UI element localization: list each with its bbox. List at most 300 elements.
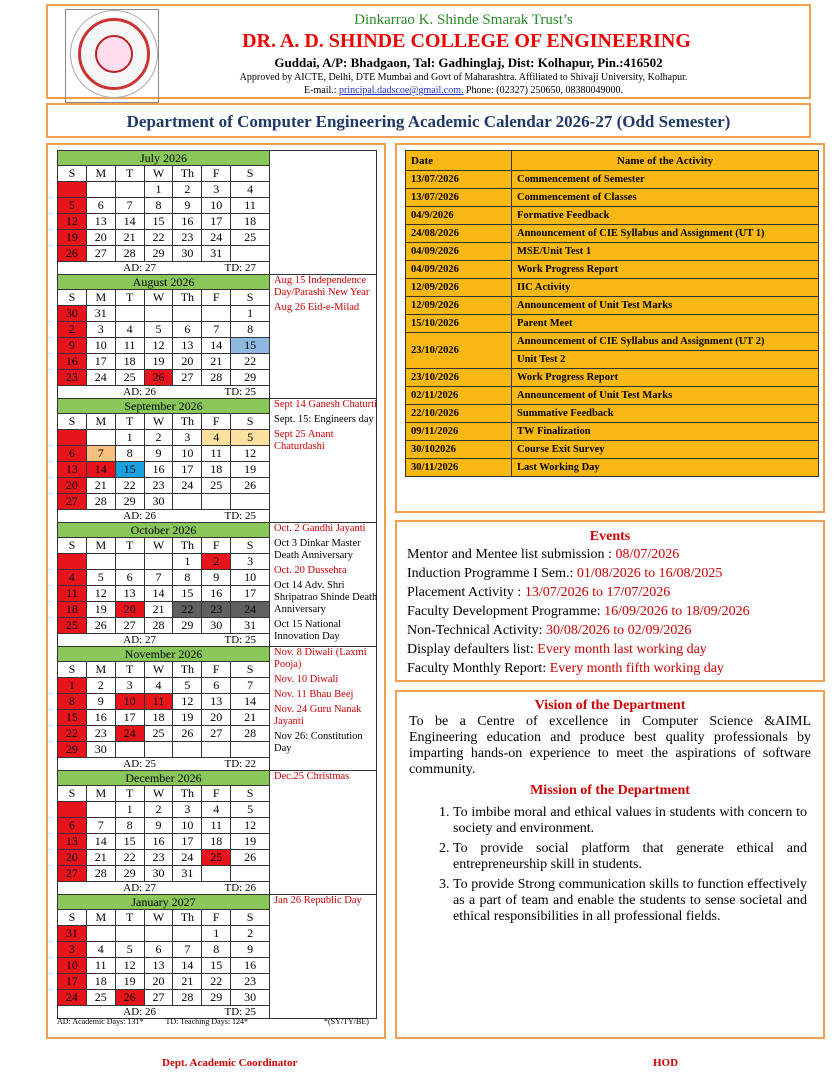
date-cell: 13 bbox=[173, 338, 202, 353]
date-cell: 28 bbox=[87, 494, 116, 509]
holiday-note: Sept. 15: Engineers day bbox=[274, 414, 374, 425]
vision-mission-box bbox=[395, 690, 825, 1039]
date-cell: 10 bbox=[173, 446, 202, 461]
academic-days: AD: 26 bbox=[123, 1006, 156, 1018]
date-cell: 19 bbox=[244, 834, 257, 848]
date-cell: 10 bbox=[173, 818, 202, 833]
events-list bbox=[397, 545, 823, 678]
date-cell: 1 bbox=[116, 430, 145, 445]
date-cell: 2 bbox=[202, 554, 231, 569]
date-cell: 14 bbox=[87, 834, 116, 849]
day-header: T bbox=[116, 538, 145, 553]
date-cell bbox=[173, 494, 202, 509]
month-title: November 2026 bbox=[58, 647, 269, 662]
date-cell bbox=[202, 494, 231, 509]
date-cell bbox=[58, 554, 87, 569]
date-cell: 3 bbox=[173, 802, 202, 817]
date-cell: 13 bbox=[145, 958, 174, 973]
date-cell: 7 bbox=[173, 942, 202, 957]
day-header: F bbox=[202, 786, 231, 801]
date-cell: 17 bbox=[58, 974, 87, 989]
date-cell bbox=[58, 430, 87, 445]
day-header: F bbox=[202, 414, 231, 429]
date-cell: 27 bbox=[173, 370, 202, 385]
date-cell bbox=[231, 494, 269, 509]
date-cell: 12 bbox=[145, 338, 174, 353]
date-cell: 11 bbox=[116, 338, 145, 353]
date-cell: 22 bbox=[116, 850, 145, 865]
date-cell: 15 bbox=[145, 214, 174, 229]
date-cell: 7 bbox=[87, 446, 116, 461]
date-cell: 22 bbox=[173, 602, 202, 617]
date-cell: 15 bbox=[116, 462, 145, 477]
activity-name: Announcement of Unit Test Marks bbox=[512, 387, 819, 405]
date-cell: 7 bbox=[145, 570, 174, 585]
day-header: T bbox=[116, 786, 145, 801]
date-cell: 12 bbox=[116, 958, 145, 973]
activity-date: 04/09/2026 bbox=[406, 243, 512, 261]
date-cell: 28 bbox=[173, 990, 202, 1005]
month-block bbox=[57, 771, 377, 895]
date-cell: 3 bbox=[202, 182, 231, 197]
date-cell: 26 bbox=[244, 850, 257, 864]
events-title: Events bbox=[589, 529, 631, 544]
date-cell: 17 bbox=[173, 834, 202, 849]
day-header: S bbox=[231, 662, 269, 677]
email-link[interactable]: principal.dadscoe@gmail.com. bbox=[339, 85, 464, 96]
academic-days: AD: 27 bbox=[123, 262, 156, 274]
date-cell: 3 bbox=[173, 430, 202, 445]
teaching-days: TD: 27 bbox=[224, 262, 256, 274]
date-cell: 7 bbox=[202, 322, 231, 337]
day-header: W bbox=[145, 538, 174, 553]
activity-table bbox=[405, 150, 819, 477]
date-cell: 29 bbox=[116, 494, 145, 509]
event-item bbox=[397, 640, 823, 659]
date-cell: 13 bbox=[58, 462, 87, 477]
day-header: Th bbox=[173, 414, 202, 429]
event-item bbox=[397, 602, 823, 621]
date-cell: 29 bbox=[244, 370, 257, 384]
date-cell: 16 bbox=[202, 586, 231, 601]
day-header: W bbox=[145, 166, 174, 181]
date-cell: 1 bbox=[247, 306, 254, 320]
date-cell bbox=[116, 926, 145, 941]
date-cell: 3 bbox=[87, 322, 116, 337]
month-block bbox=[57, 895, 377, 1019]
date-cell: 13 bbox=[202, 694, 231, 709]
month-block bbox=[57, 150, 377, 275]
event-date: Every month fifth working day bbox=[549, 661, 724, 676]
day-header: Th bbox=[173, 662, 202, 677]
activity-date: 04/09/2026 bbox=[406, 261, 512, 279]
day-header: M bbox=[87, 538, 116, 553]
coordinator-signature: Dept. Academic Coordinator bbox=[162, 1057, 298, 1069]
date-cell: 19 bbox=[173, 710, 202, 725]
date-cell: 23 bbox=[145, 478, 174, 493]
day-header: S bbox=[58, 538, 87, 553]
date-cell: 18 bbox=[87, 974, 116, 989]
activity-row bbox=[406, 423, 819, 441]
event-label: Faculty Development Programme: bbox=[407, 604, 605, 619]
holiday-note: Sept 25 Anant Chaturdashi bbox=[274, 429, 334, 452]
date-cell: 27 bbox=[145, 990, 174, 1005]
calendar bbox=[57, 150, 377, 1019]
date-cell: 26 bbox=[58, 246, 87, 261]
teaching-days: TD: 25 bbox=[224, 510, 256, 522]
academic-days: AD: 26 bbox=[123, 386, 156, 398]
date-cell: 8 bbox=[145, 198, 174, 213]
activity-row bbox=[406, 333, 819, 351]
event-item bbox=[397, 583, 823, 602]
event-date: 13/07/2026 to 17/07/2026 bbox=[524, 585, 671, 600]
date-cell: 16 bbox=[244, 958, 257, 972]
activity-name: Work Progress Report bbox=[512, 261, 819, 279]
date-cell: 20 bbox=[173, 354, 202, 369]
day-header: S bbox=[231, 538, 269, 553]
date-cell bbox=[231, 246, 269, 261]
day-header: T bbox=[116, 662, 145, 677]
date-cell: 23 bbox=[58, 370, 87, 385]
activity-name: MSE/Unit Test 1 bbox=[512, 243, 819, 261]
activity-date: 13/07/2026 bbox=[406, 171, 512, 189]
day-header: T bbox=[116, 910, 145, 925]
date-cell: 1 bbox=[58, 678, 87, 693]
date-cell bbox=[231, 742, 269, 757]
activity-row bbox=[406, 207, 819, 225]
date-cell: 25 bbox=[145, 726, 174, 741]
month-title: August 2026 bbox=[58, 275, 269, 290]
vision-title: Vision of the Department bbox=[534, 698, 686, 713]
date-cell: 4 bbox=[202, 802, 231, 817]
event-date: Every month last working day bbox=[537, 642, 707, 657]
day-header: M bbox=[87, 910, 116, 925]
date-cell: 14 bbox=[202, 338, 231, 353]
date-cell bbox=[116, 742, 145, 757]
activity-name: Formative Feedback bbox=[512, 207, 819, 225]
date-cell: 9 bbox=[202, 570, 231, 585]
date-cell: 5 bbox=[87, 570, 116, 585]
date-cell: 2 bbox=[87, 678, 116, 693]
date-cell: 17 bbox=[202, 214, 231, 229]
day-header: Th bbox=[173, 538, 202, 553]
date-cell: 8 bbox=[116, 818, 145, 833]
mission-item: 1. To imbibe moral and ethical values in students with concern to society and environment. bbox=[453, 805, 807, 837]
date-cell: 30 bbox=[145, 494, 174, 509]
vision-text: To be a Centre of excellence in Computer Science &AIML Engineering education and produce best quality professionals by imparting hands-on experience to meet the aspirations of software community. bbox=[409, 714, 811, 777]
activity-date: 30/11/2026 bbox=[406, 459, 512, 477]
date-cell: 5 bbox=[231, 430, 269, 445]
date-cell: 14 bbox=[173, 958, 202, 973]
date-cell: 18 bbox=[58, 602, 87, 617]
date-cell: 14 bbox=[145, 586, 174, 601]
activity-name: Course Exit Survey bbox=[512, 441, 819, 459]
event-label: Placement Activity : bbox=[407, 585, 525, 600]
date-cell: 29 bbox=[202, 990, 231, 1005]
date-cell bbox=[202, 866, 231, 881]
date-cell: 1 bbox=[173, 554, 202, 569]
month-block bbox=[57, 647, 377, 771]
date-cell: 21 bbox=[116, 230, 145, 245]
trust-name: Dinkarrao K. Shinde Smarak Trust’s bbox=[354, 12, 573, 28]
date-cell: 2 bbox=[247, 926, 254, 940]
date-cell bbox=[173, 742, 202, 757]
date-cell: 11 bbox=[58, 586, 87, 601]
date-cell: 7 bbox=[247, 678, 254, 692]
date-cell: 4 bbox=[58, 570, 87, 585]
date-cell: 4 bbox=[116, 322, 145, 337]
day-header: F bbox=[202, 910, 231, 925]
date-cell: 27 bbox=[202, 726, 231, 741]
date-cell: 22 bbox=[116, 478, 145, 493]
college-header bbox=[46, 4, 811, 99]
day-header: S bbox=[231, 910, 269, 925]
date-cell: 30 bbox=[87, 742, 116, 757]
date-cell: 25 bbox=[58, 618, 87, 633]
teaching-days: TD: 26 bbox=[224, 882, 256, 894]
activity-name: Work Progress Report bbox=[512, 369, 819, 387]
date-cell: 31 bbox=[202, 246, 231, 261]
date-cell: 22 bbox=[202, 974, 231, 989]
date-cell: 27 bbox=[116, 618, 145, 633]
month-block bbox=[57, 399, 377, 523]
date-cell: 10 bbox=[244, 570, 257, 584]
date-cell: 17 bbox=[244, 586, 257, 600]
date-cell: 26 bbox=[145, 370, 174, 385]
event-item bbox=[397, 659, 823, 678]
month-notes bbox=[274, 771, 378, 786]
event-date: 16/09/2026 to 18/09/2026 bbox=[604, 604, 750, 619]
date-cell: 14 bbox=[87, 462, 116, 477]
day-header: S bbox=[58, 662, 87, 677]
date-cell: 5 bbox=[116, 942, 145, 957]
date-cell: 19 bbox=[145, 354, 174, 369]
date-cell: 19 bbox=[116, 974, 145, 989]
date-cell: 15 bbox=[231, 338, 269, 353]
activity-date: 23/10/2026 bbox=[406, 333, 512, 369]
ad-total: AD: Academic Days: 131* bbox=[57, 1017, 144, 1026]
date-cell: 1 bbox=[202, 926, 231, 941]
activity-row bbox=[406, 405, 819, 423]
date-cell: 25 bbox=[87, 990, 116, 1005]
holiday-note: Sept 14 Ganesh Chaturti bbox=[274, 399, 377, 410]
mission-list bbox=[397, 805, 823, 925]
activity-header: Name of the Activity bbox=[512, 151, 819, 171]
date-cell: 14 bbox=[244, 694, 257, 708]
activity-date: 02/11/2026 bbox=[406, 387, 512, 405]
activity-date: 12/09/2026 bbox=[406, 279, 512, 297]
activity-row bbox=[406, 261, 819, 279]
activity-date: 09/11/2026 bbox=[406, 423, 512, 441]
date-cell: 5 bbox=[173, 678, 202, 693]
academic-days: AD: 26 bbox=[123, 510, 156, 522]
date-cell bbox=[145, 926, 174, 941]
date-cell: 30 bbox=[202, 618, 231, 633]
date-cell: 22 bbox=[244, 354, 257, 368]
date-cell: 6 bbox=[202, 678, 231, 693]
day-header: S bbox=[58, 166, 87, 181]
academic-days: AD: 25 bbox=[123, 758, 156, 770]
date-cell: 24 bbox=[173, 478, 202, 493]
holiday-note: Jan 26 Republic Day bbox=[274, 895, 362, 906]
holiday-note: Nov. 11 Bhau Beej bbox=[274, 689, 354, 700]
month-title: January 2027 bbox=[58, 895, 269, 910]
date-cell: 21 bbox=[87, 850, 116, 865]
activity-name: TW Finalization bbox=[512, 423, 819, 441]
date-cell: 29 bbox=[58, 742, 87, 757]
date-cell: 24 bbox=[173, 850, 202, 865]
event-date: 01/08/2026 to 16/08/2025 bbox=[576, 566, 723, 581]
day-header: T bbox=[116, 414, 145, 429]
date-cell: 2 bbox=[145, 430, 174, 445]
date-cell: 6 bbox=[145, 942, 174, 957]
date-cell bbox=[116, 182, 145, 197]
date-cell: 12 bbox=[87, 586, 116, 601]
activity-name: Summative Feedback bbox=[512, 405, 819, 423]
date-cell: 16 bbox=[87, 710, 116, 725]
date-header: Date bbox=[406, 151, 512, 171]
day-header: S bbox=[58, 414, 87, 429]
date-cell: 30 bbox=[173, 246, 202, 261]
date-cell: 6 bbox=[58, 818, 87, 833]
date-cell: 5 bbox=[58, 198, 87, 213]
date-cell: 11 bbox=[202, 818, 231, 833]
date-cell: 26 bbox=[173, 726, 202, 741]
activity-row bbox=[406, 225, 819, 243]
date-cell: 23 bbox=[87, 726, 116, 741]
date-cell: 25 bbox=[244, 230, 257, 244]
date-cell bbox=[87, 430, 116, 445]
date-cell: 7 bbox=[87, 818, 116, 833]
activity-row bbox=[406, 315, 819, 333]
date-cell bbox=[231, 866, 269, 881]
day-header: Th bbox=[173, 290, 202, 305]
date-cell: 11 bbox=[244, 198, 256, 212]
day-header: T bbox=[116, 166, 145, 181]
day-header: M bbox=[87, 662, 116, 677]
date-cell: 27 bbox=[87, 246, 116, 261]
day-header: F bbox=[202, 166, 231, 181]
day-header: M bbox=[87, 166, 116, 181]
page-title: Department of Computer Engineering Academic Calendar 2026-27 (Odd Semester) bbox=[46, 103, 811, 138]
day-header: S bbox=[58, 910, 87, 925]
date-cell bbox=[58, 182, 87, 197]
date-cell: 19 bbox=[244, 462, 257, 476]
date-cell: 11 bbox=[87, 958, 116, 973]
hod-signature: HOD bbox=[653, 1057, 679, 1069]
date-cell: 4 bbox=[87, 942, 116, 957]
activity-name: Commencement of Classes bbox=[512, 189, 819, 207]
activity-row bbox=[406, 189, 819, 207]
date-cell: 26 bbox=[244, 478, 257, 492]
date-cell: 11 bbox=[202, 446, 231, 461]
activity-date: 04/9/2026 bbox=[406, 207, 512, 225]
activity-name: IIC Activity bbox=[512, 279, 819, 297]
date-cell: 16 bbox=[58, 354, 87, 369]
day-header: S bbox=[231, 166, 269, 181]
date-cell: 24 bbox=[202, 230, 231, 245]
date-cell: 23 bbox=[244, 974, 257, 988]
calendar-footer bbox=[57, 1017, 369, 1026]
date-cell: 18 bbox=[202, 834, 231, 849]
date-cell: 10 bbox=[58, 958, 87, 973]
date-cell: 31 bbox=[173, 866, 202, 881]
mission-item: 2. To provide social platform that generate ethical and entrepreneurship skill in students. bbox=[453, 841, 807, 873]
month-block bbox=[57, 523, 377, 647]
date-cell: 2 bbox=[173, 182, 202, 197]
date-cell: 1 bbox=[145, 182, 174, 197]
date-cell: 15 bbox=[202, 958, 231, 973]
date-cell: 17 bbox=[116, 710, 145, 725]
activity-date: 22/10/2026 bbox=[406, 405, 512, 423]
day-header: Th bbox=[173, 166, 202, 181]
activity-date: 13/07/2026 bbox=[406, 189, 512, 207]
holiday-note: Nov 26: Constitution Day bbox=[274, 731, 363, 754]
activity-name: Announcement of CIE Syllabus and Assignment (UT 2) bbox=[512, 333, 819, 351]
date-cell: 2 bbox=[145, 802, 174, 817]
date-cell bbox=[87, 182, 116, 197]
date-cell: 8 bbox=[173, 570, 202, 585]
date-cell: 18 bbox=[202, 462, 231, 477]
footer-note: *(SY/TY/BE) bbox=[324, 1017, 369, 1026]
date-cell: 3 bbox=[58, 942, 87, 957]
date-cell: 6 bbox=[58, 446, 87, 461]
events-box bbox=[395, 520, 825, 682]
activity-row bbox=[406, 459, 819, 477]
date-cell: 17 bbox=[173, 462, 202, 477]
month-notes bbox=[274, 399, 378, 456]
date-cell: 3 bbox=[247, 554, 254, 568]
date-cell: 21 bbox=[87, 478, 116, 493]
event-date: 08/07/2026 bbox=[615, 547, 680, 562]
mission-item: 3. To provide Strong communication skills to function effectively as a part of team and enable the students to sense societal and ethical responsibilities in all professional fields. bbox=[453, 877, 807, 925]
date-cell: 15 bbox=[116, 834, 145, 849]
day-header: W bbox=[145, 414, 174, 429]
date-cell: 22 bbox=[58, 726, 87, 741]
date-cell: 28 bbox=[244, 726, 257, 740]
date-cell: 8 bbox=[58, 694, 87, 709]
day-header: W bbox=[145, 290, 174, 305]
date-cell: 20 bbox=[202, 710, 231, 725]
date-cell: 25 bbox=[202, 850, 231, 865]
activity-name: Announcement of Unit Test Marks bbox=[512, 297, 819, 315]
date-cell: 4 bbox=[202, 430, 231, 445]
date-cell: 10 bbox=[116, 694, 145, 709]
date-cell: 16 bbox=[173, 214, 202, 229]
day-header: F bbox=[202, 290, 231, 305]
holiday-note: Nov. 8 Diwali (Laxmi Pooja) bbox=[274, 647, 367, 670]
event-label: Faculty Monthly Report: bbox=[407, 661, 550, 676]
date-cell bbox=[58, 802, 87, 817]
contact-line bbox=[48, 85, 809, 96]
phone-text: Phone: (02327) 250650, 08380049000. bbox=[463, 85, 623, 96]
event-label: Display defaulters list: bbox=[407, 642, 538, 657]
day-header: M bbox=[87, 414, 116, 429]
date-cell: 20 bbox=[87, 230, 116, 245]
date-cell bbox=[116, 554, 145, 569]
teaching-days: TD: 22 bbox=[224, 758, 256, 770]
date-cell: 18 bbox=[116, 354, 145, 369]
teaching-days: TD: 25 bbox=[224, 1006, 256, 1018]
date-cell: 29 bbox=[116, 866, 145, 881]
date-cell: 12 bbox=[58, 214, 87, 229]
month-notes bbox=[274, 647, 378, 758]
date-cell bbox=[145, 306, 174, 321]
activity-row bbox=[406, 171, 819, 189]
date-cell: 6 bbox=[87, 198, 116, 213]
holiday-note: Oct. 20 Dussehra bbox=[274, 565, 347, 576]
date-cell: 11 bbox=[145, 694, 174, 709]
